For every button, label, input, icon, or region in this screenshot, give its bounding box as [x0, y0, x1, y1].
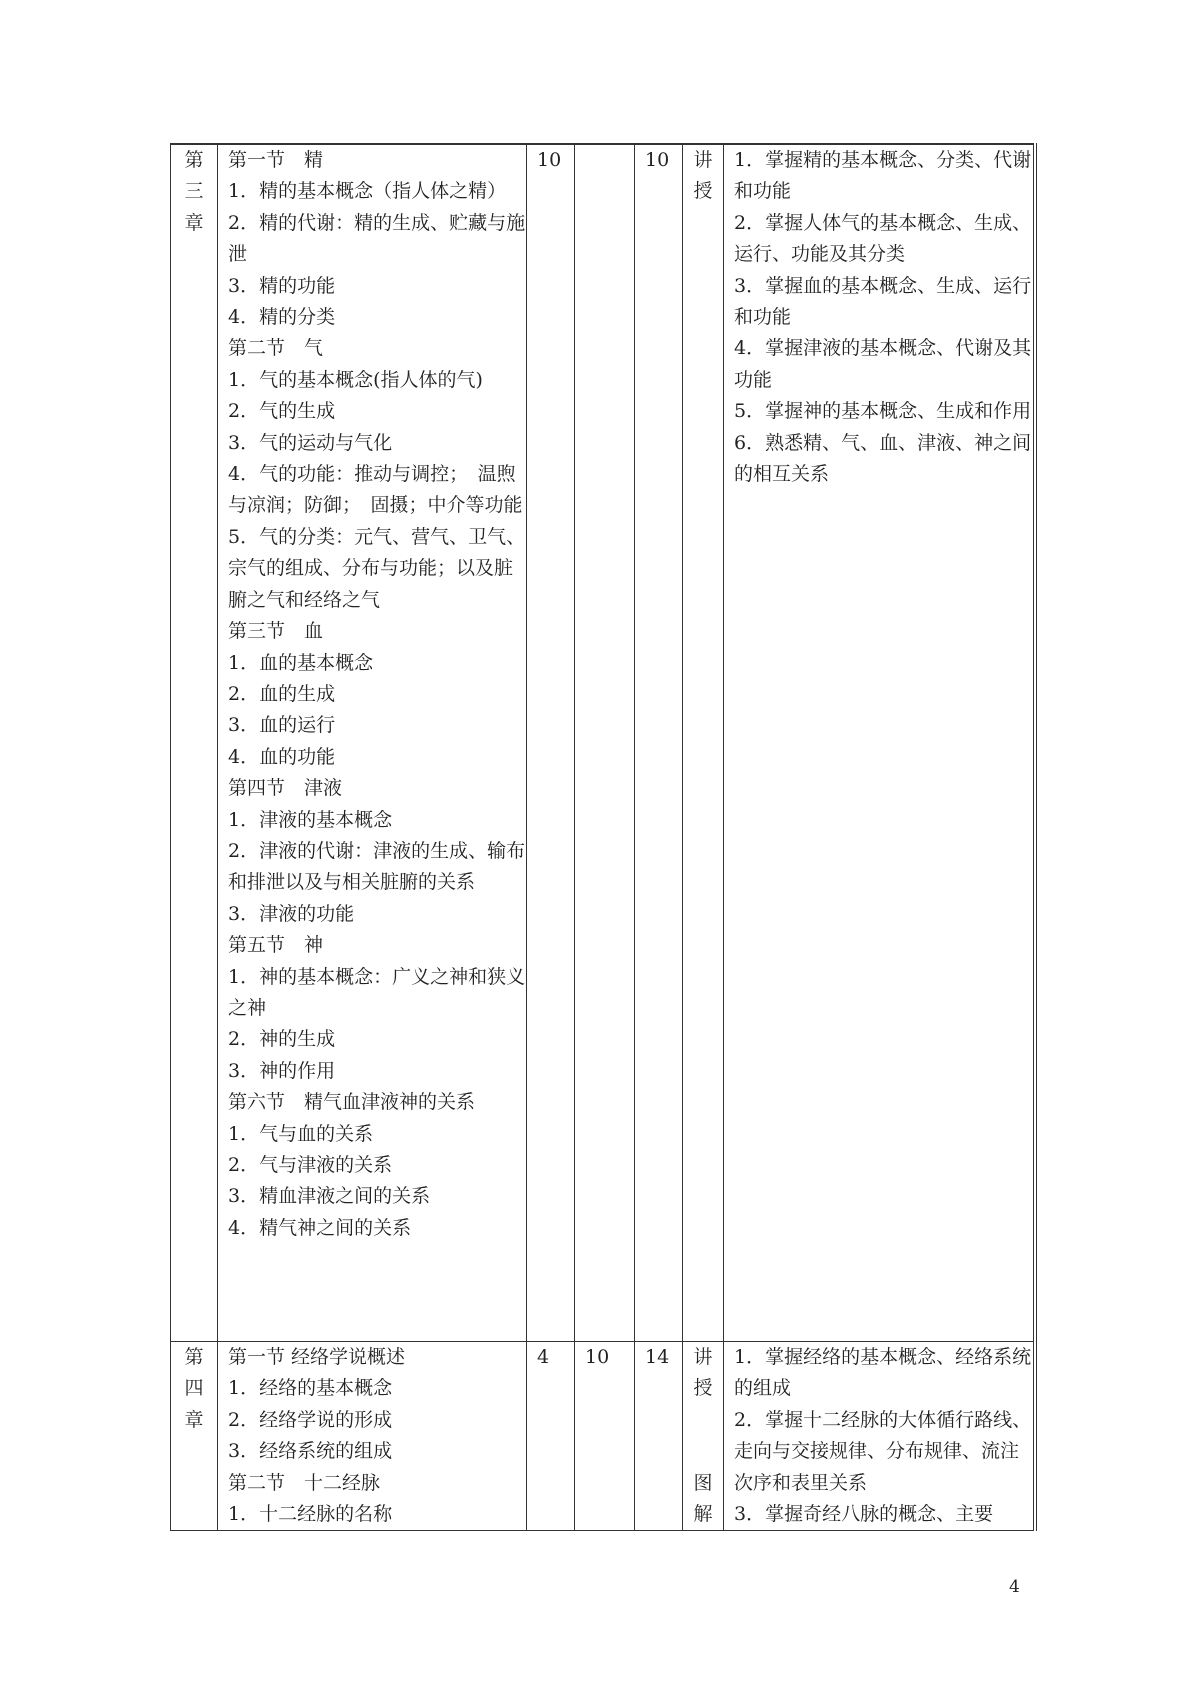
content-cell	[218, 144, 527, 1342]
text-line: 3．精血津液之间的关系	[228, 1185, 431, 1208]
text-line: 3．掌握奇经八脉的概念、主要	[734, 1503, 994, 1526]
content-cell	[218, 1342, 527, 1531]
text-line: 第二节 气	[228, 337, 324, 360]
text-line: 2．津液的代谢：津液的生成、输布和排泄以及与相关脏腑的关系	[228, 839, 526, 894]
text-line: 5．掌握神的基本概念、生成和作用	[734, 400, 1032, 423]
text-line: 1．气的基本概念(指人体的气)	[228, 368, 483, 391]
method-char: 授	[693, 180, 713, 203]
method-cell	[683, 1342, 724, 1531]
text-line: 第五节 神	[228, 934, 324, 957]
text-line: 4．掌握津液的基本概念、代谢及其功能	[734, 337, 1032, 391]
table-row	[171, 144, 1035, 1342]
text-line: 5．气的分类：元气、营气、卫气、宗气的组成、分布与功能；以及脏腑之气和经络之气	[228, 525, 526, 611]
chapter-char: 第	[184, 1346, 204, 1368]
text-line: 1．精的基本概念（指人体之精）	[228, 180, 507, 203]
text-line: 3．气的运动与气化	[228, 431, 393, 454]
hours-total-cell: 10	[635, 144, 683, 1342]
chapter-char: 四	[184, 1377, 204, 1400]
objectives-cell	[724, 144, 1035, 1342]
text-line: 1．掌握精的基本概念、分类、代谢和功能	[734, 149, 1032, 203]
text-line: 2．精的代谢：精的生成、贮藏与施泄	[228, 211, 526, 266]
text-line: 3．血的运行	[228, 714, 336, 737]
text-line: 2．经络学说的形成	[228, 1408, 393, 1431]
method-char: 图	[693, 1471, 713, 1494]
chapter-char: 章	[184, 211, 204, 234]
text-line: 1．经络的基本概念	[228, 1377, 393, 1400]
hours-b-cell: 10	[575, 1342, 635, 1531]
hours-a-cell: 4	[527, 1342, 575, 1531]
text-line: 4．精的分类	[228, 306, 336, 329]
text-line: 1．掌握经络的基本概念、经络系统的组成	[734, 1346, 1032, 1400]
text-line: 4．气的功能：推动与调控； 温煦与凉润；防御； 固摄；中介等功能	[228, 463, 523, 517]
method-cell	[683, 144, 724, 1342]
chapter-cell	[171, 1342, 218, 1531]
text-line: 第四节 津液	[228, 777, 343, 800]
hours-b-cell	[575, 144, 635, 1342]
chapter-char: 第	[184, 149, 204, 171]
text-line: 第六节 精气血津液神的关系	[228, 1091, 476, 1114]
text-line: 1．津液的基本概念	[228, 808, 393, 831]
text-line: 1．神的基本概念：广义之神和狭义之神	[228, 965, 526, 1019]
method-char	[683, 1436, 723, 1467]
objectives-cell	[724, 1342, 1035, 1531]
text-line: 2．气的生成	[228, 400, 336, 423]
text-line: 第二节 十二经脉	[228, 1471, 381, 1494]
hours-total-cell: 14	[635, 1342, 683, 1531]
table-row	[171, 1342, 1035, 1531]
text-line: 第一节 精	[228, 149, 324, 171]
chapter-char: 三	[184, 180, 204, 203]
page-number: 4	[1009, 1577, 1020, 1597]
method-char: 讲	[693, 1346, 713, 1368]
chapter-char: 章	[184, 1408, 204, 1431]
hours-a-cell: 10	[527, 144, 575, 1342]
method-char	[683, 1405, 723, 1436]
method-char: 解	[693, 1503, 713, 1526]
text-line: 3．掌握血的基本概念、生成、运行和功能	[734, 274, 1032, 329]
text-line: 1．气与血的关系	[228, 1122, 374, 1145]
text-line: 3．经络系统的组成	[228, 1440, 393, 1463]
text-line: 3．津液的功能	[228, 902, 355, 925]
text-line: 第三节 血	[228, 620, 324, 643]
text-line: 3．神的作用	[228, 1059, 336, 1082]
text-line: 2．掌握十二经脉的大体循行路线、走向与交接规律、分布规律、流注次序和表里关系	[734, 1408, 1032, 1494]
text-line: 6．熟悉精、气、血、津液、神之间的相互关系	[734, 431, 1032, 486]
text-line: 2．神的生成	[228, 1028, 336, 1051]
syllabus-table	[170, 143, 1037, 1531]
text-line: 2．血的生成	[228, 682, 336, 705]
text-line: 1．血的基本概念	[228, 651, 374, 674]
text-line: 3．精的功能	[228, 274, 336, 297]
text-line: 4．血的功能	[228, 745, 336, 768]
text-line: 2．气与津液的关系	[228, 1154, 393, 1176]
text-line: 2．掌握人体气的基本概念、生成、运行、功能及其分类	[734, 211, 1032, 266]
chapter-cell	[171, 144, 218, 1342]
method-char: 讲	[693, 149, 713, 171]
text-line: 第一节 经络学说概述	[228, 1346, 406, 1368]
text-line: 4．精气神之间的关系	[228, 1216, 412, 1239]
text-line: 1．十二经脉的名称	[228, 1503, 393, 1526]
method-char: 授	[693, 1377, 713, 1400]
